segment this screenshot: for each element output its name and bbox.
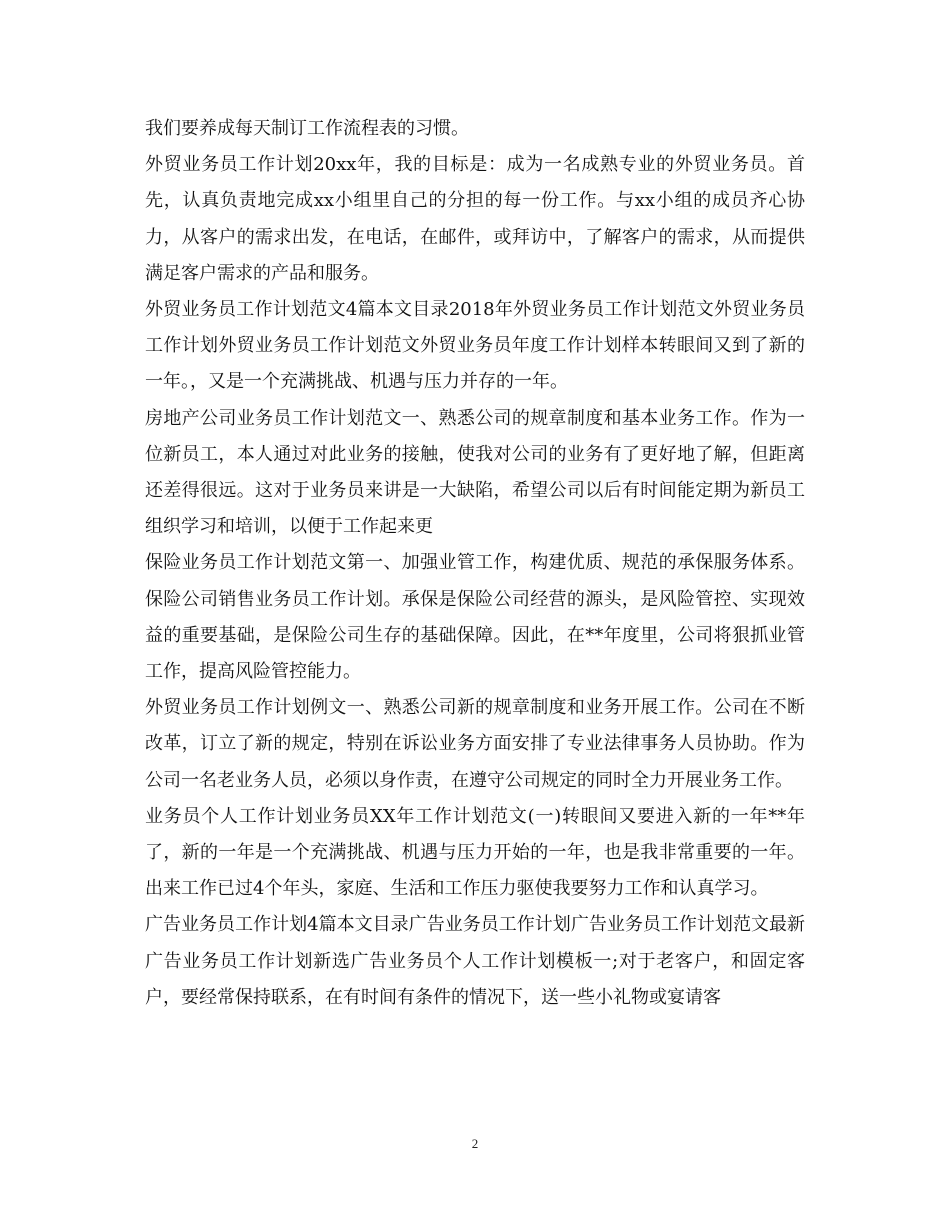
- paragraph-3: 外贸业务员工作计划范文4篇本文目录2018年外贸业务员工作计划范文外贸业务员工作计划外贸业务员工作计划范文外贸业务员年度工作计划样本转眼间又到了新的一年。，又是一个充满挑战、机遇与压力并存的一年。: [145, 299, 805, 393]
- paragraph-6: 外贸业务员工作计划例文一、熟悉公司新的规章制度和业务开展工作。公司在不断改革，订立了新的规定，特别在诉讼业务方面安排了专业法律事务人员协助。作为公司一名老业务人员，必须以身作责，在遵守公司规定的同时全力开展业务工作。: [145, 697, 805, 791]
- paragraph-5: 保险业务员工作计划范文第一、加强业管工作，构建优质、规范的承保服务体系。保险公司销售业务员工作计划。承保是保险公司经营的源头，是风险管控、实现效益的重要基础，是保险公司生存的基础保障。因此，在**年度里，公司将狠抓业管工作，提高风险管控能力。: [145, 552, 805, 683]
- paragraph-2: 外贸业务员工作计划20xx年，我的目标是：成为一名成熟专业的外贸业务员。首先，认真负责地完成xx小组里自己的分担的每一份工作。与xx小组的成员齐心协力，从客户的需求出发，在电话，在邮件，或拜访中，了解客户的需求，从而提供满足客户需求的产品和服务。: [145, 154, 805, 284]
- paragraph-7: 业务员个人工作计划业务员XX年工作计划范文(一)转眼间又要进入新的一年**年了，新的一年是一个充满挑战、机遇与压力开始的一年，也是我非常重要的一年。出来工作已过4个年头，家庭、生活和工作压力驱使我要努力工作和认真学习。: [145, 805, 805, 900]
- paragraph-1: 我们要养成每天制订工作流程表的习惯。: [145, 118, 469, 139]
- page-number: 2: [471, 1136, 479, 1151]
- paragraph-4: 房地产公司业务员工作计划范文一、熟悉公司的规章制度和基本业务工作。作为一位新员工，本人通过对此业务的接触，使我对公司的业务有了更好地了解，但距离还差得很远。这对于业务员来讲是一大缺陷，希望公司以后有时间能定期为新员工组织学习和培训，以便于工作起来更: [145, 407, 805, 538]
- body-text: [145, 111, 805, 1016]
- paragraph-8: 广告业务员工作计划4篇本文目录广告业务员工作计划广告业务员工作计划范文最新广告业务员工作计划新选广告业务员个人工作计划模板一;对于老客户，和固定客户，要经常保持联系，在有时间有条件的情况下，送一些小礼物或宴请客: [145, 914, 805, 1008]
